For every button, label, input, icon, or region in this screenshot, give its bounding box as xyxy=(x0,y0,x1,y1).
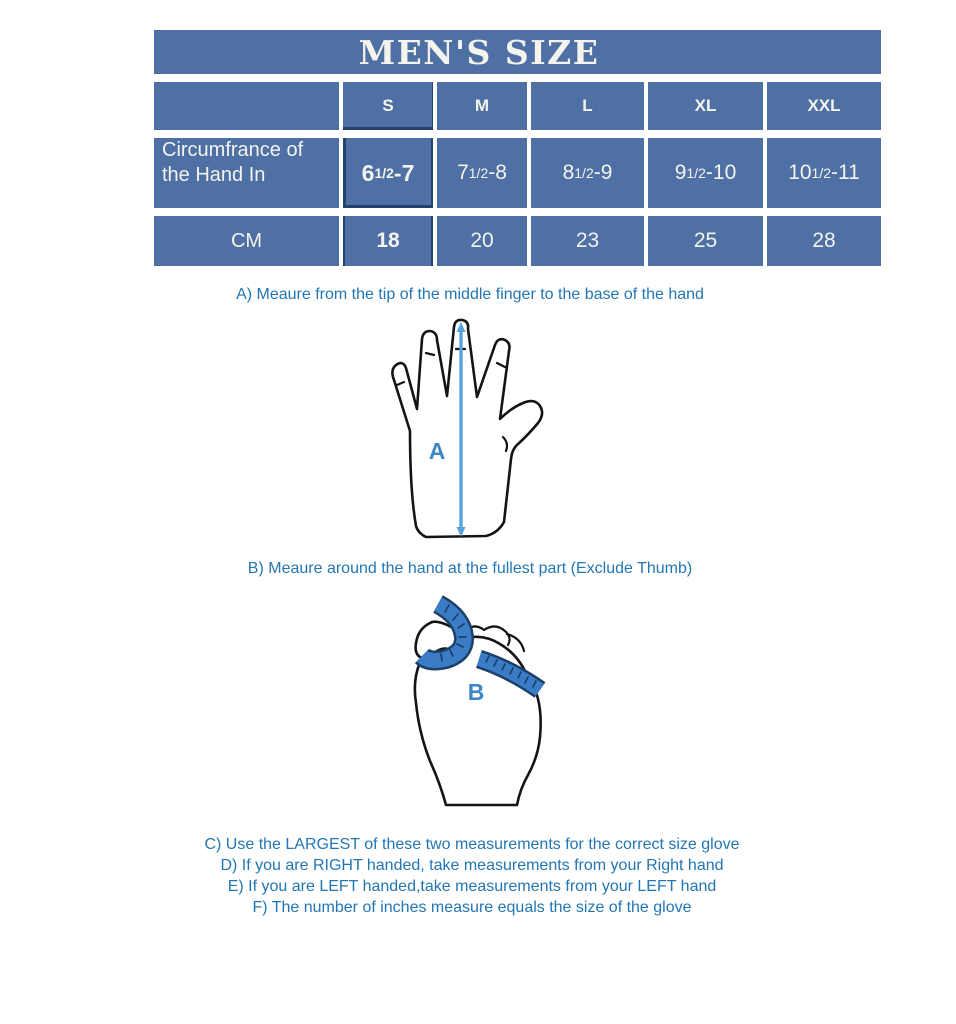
cm-value-s: 18 xyxy=(343,216,433,266)
instruction-a: A) Meaure from the tip of the middle finger to the base of the hand xyxy=(236,286,704,303)
size-header-l: L xyxy=(531,82,644,130)
cm-value-xxl: 28 xyxy=(767,216,881,266)
size-header-m: M xyxy=(437,82,527,130)
hand-diagram-label: A xyxy=(428,438,446,464)
instruction-c: C) Use the LARGEST of these two measurements for the correct size glove xyxy=(204,836,740,853)
cm-value-m: 20 xyxy=(437,216,527,266)
instruction-b: B) Meaure around the hand at the fullest part (Exclude Thumb) xyxy=(247,560,693,577)
size-header-xl: XL xyxy=(648,82,763,130)
instruction-f: F) The number of inches measure equals the size of the glove xyxy=(252,899,692,916)
inches-value-xxl: 10 1/2 -11 xyxy=(767,138,881,208)
fist-outline xyxy=(415,622,541,805)
inches-value-xl: 9 1/2 -10 xyxy=(648,138,763,208)
table-title: MEN'S SIZE xyxy=(154,30,881,74)
inches-value-m: 7 1/2 -8 xyxy=(437,138,527,208)
fist-diagram-label: B xyxy=(467,679,485,705)
corner-cell xyxy=(154,82,339,130)
row-label-inches-line2: the Hand In xyxy=(162,164,266,186)
inches-value-l: 8 1/2 -9 xyxy=(531,138,644,208)
instruction-e: E) If you are LEFT handed,take measurements from your LEFT hand xyxy=(227,878,717,895)
row-label-inches-line1: Circumfrance of xyxy=(162,139,304,161)
mens-size-table xyxy=(154,30,881,266)
inches-value-s: 6 1/2 -7 xyxy=(343,138,433,208)
row-label-inches xyxy=(154,138,339,208)
row-label-cm: CM xyxy=(154,216,339,266)
instruction-d: D) If you are RIGHT handed, take measurements from your Right hand xyxy=(220,857,724,874)
cm-value-xl: 25 xyxy=(648,216,763,266)
size-header-s: S xyxy=(343,82,433,130)
fist-circumference-diagram xyxy=(400,593,545,813)
instructions-c-to-f xyxy=(0,834,944,918)
size-header-xxl: XXL xyxy=(767,82,881,130)
cm-value-l: 23 xyxy=(531,216,644,266)
hand-outline xyxy=(392,320,542,537)
hand-length-diagram xyxy=(385,318,555,545)
